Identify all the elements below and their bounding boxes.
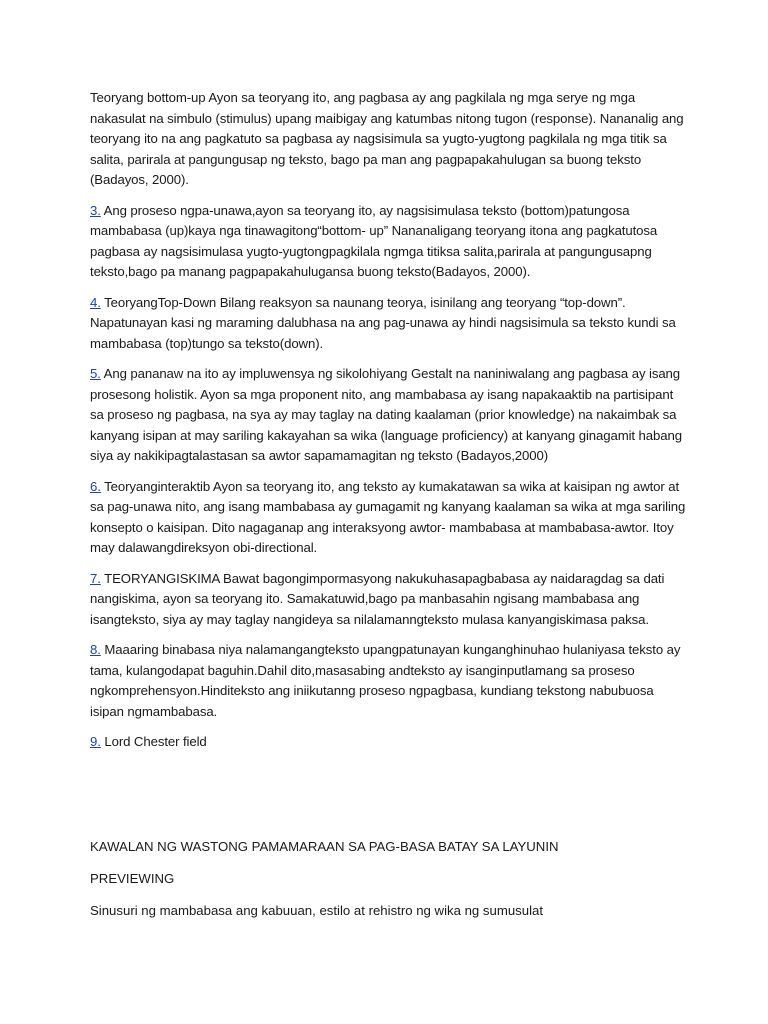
closing-paragraph: Sinusuri ng mambabasa ang kabuuan, estilo at rehistro ng wika ng sumusulat bbox=[90, 902, 544, 918]
item-text: Ang proseso ngpa-unawa,ayon sa teoryang ito, ay nagsisimulasa teksto (bottom)patungosa mambabasa (up)kaya nga tinawagitong“bottom- up” Nananaligang teoryang itona ang pagkatutosa pagbasa ay nagsisimulasa yugto-yugtongpagkilala ngmga titiksa salita,parirala at pangungusapng teksto,bago pa manang pagpapakahulugansa buong teksto(Badayos, 2000). bbox=[90, 202, 658, 279]
item-number-link[interactable]: 9. bbox=[90, 734, 101, 749]
vertical-spacer bbox=[90, 763, 690, 837]
list-item-9 bbox=[90, 732, 690, 753]
list-item-6 bbox=[90, 477, 690, 559]
item-text: TEORYANGISKIMA Bawat bagongimpormasyong nakukuhasapagbabasa ay naidaragdag sa dati nangiskima, ayon sa teoryang ito. Samakatuwid,bago pa manbasahin ngisang mambabasa ang isangteksto, siya ay may taglay nangideya sa nilalamanngteksto mulasa kanyangiskimasa paksa. bbox=[90, 570, 665, 627]
list-item-3 bbox=[90, 201, 690, 283]
item-number-link[interactable]: 4. bbox=[90, 294, 101, 310]
item-text: Maaaring binabasa niya nalamangangteksto upangpatunayan kunganghinuhao hulaniyasa teksto ay tama, kulangodapat baguhin.Dahil dito,masasabing andteksto ay isanginputlamang sa proseso ngkomprehensyon.Hinditeksto ang iniikutanng proseso ngpagbasa, kundiang tekstong nabubuosa isipan ngmambabasa. bbox=[90, 642, 681, 719]
item-number-link[interactable]: 3. bbox=[90, 202, 101, 218]
item-text: Ang pananaw na ito ay impluwensya ng sikolohiyang Gestalt na naniniwalang ang pagbasa ay isang prosesong holistik. Ayon sa mga proponent nito, ang mambabasa ay isang napakaaktib na partisipant sa proseso ng pagbasa, na sya ay may taglay na dating kaalaman (prior knowledge) na nakaimbak sa kanyang isipan at may sariling kakayahan sa wika (language proficiency) at kanyang ginagamit habang siya ay nakikipagtalastasan sa awtor sapamamagitan ng teksto (Badayos,2000) bbox=[90, 366, 682, 463]
list-item-4 bbox=[90, 293, 690, 355]
section-subheading: PREVIEWING bbox=[90, 870, 175, 886]
list-item-7 bbox=[90, 569, 690, 631]
item-number-link[interactable]: 6. bbox=[90, 478, 101, 494]
item-text: Teoryanginteraktib Ayon sa teoryang ito, ang teksto ay kumakatawan sa wika at kaisipan ng awtor at sa pag-unawa nito, ang isang mambabasa ay gumagamit ng kanyang kaalaman sa wika at mga sariling konsepto o kaisipan. Dito nagaganap ang interaksyong awtor- mambabasa at mambabasa-awtor. Itoy may dalawangdireksyon obi-directional. bbox=[90, 478, 686, 555]
intro-paragraph: Teoryang bottom-up Ayon sa teoryang ito, ang pagbasa ay ang pagkilala ng mga serye ng mga nakasulat na simbulo (stimulus) upang maibigay ang katumbas nitong tugon (response). Nananalig ang teoryang ito na ang pagkatuto sa pagbasa ay nagsisimula sa yugto-yugtong pagkilala ng mga titik sa salita, parirala at pangungusap ng teksto, bago pa man ang pagpapakahulugan sa buong teksto (Badayos, 2000). bbox=[90, 90, 684, 187]
section-heading: KAWALAN NG WASTONG PAMAMARAAN SA PAG-BASA BATAY SA LAYUNIN bbox=[90, 838, 559, 854]
item-text: Lord Chester field bbox=[100, 734, 207, 749]
list-item-8 bbox=[90, 640, 690, 722]
list-item-5 bbox=[90, 364, 690, 467]
item-number-link[interactable]: 5. bbox=[90, 366, 101, 381]
item-number-link[interactable]: 8. bbox=[90, 642, 101, 657]
document-page bbox=[90, 88, 690, 921]
item-text: TeoryangTop-Down Bilang reaksyon sa naunang teorya, isinilang ang teoryang “top-down”. Napatunayan kasi ng maraming dalubhasa na ang pag-unawa ay hindi nagsisimula sa teksto kundi sa mambabasa (top)tungo sa teksto(down). bbox=[90, 294, 676, 351]
item-number-link[interactable]: 7. bbox=[90, 570, 101, 586]
